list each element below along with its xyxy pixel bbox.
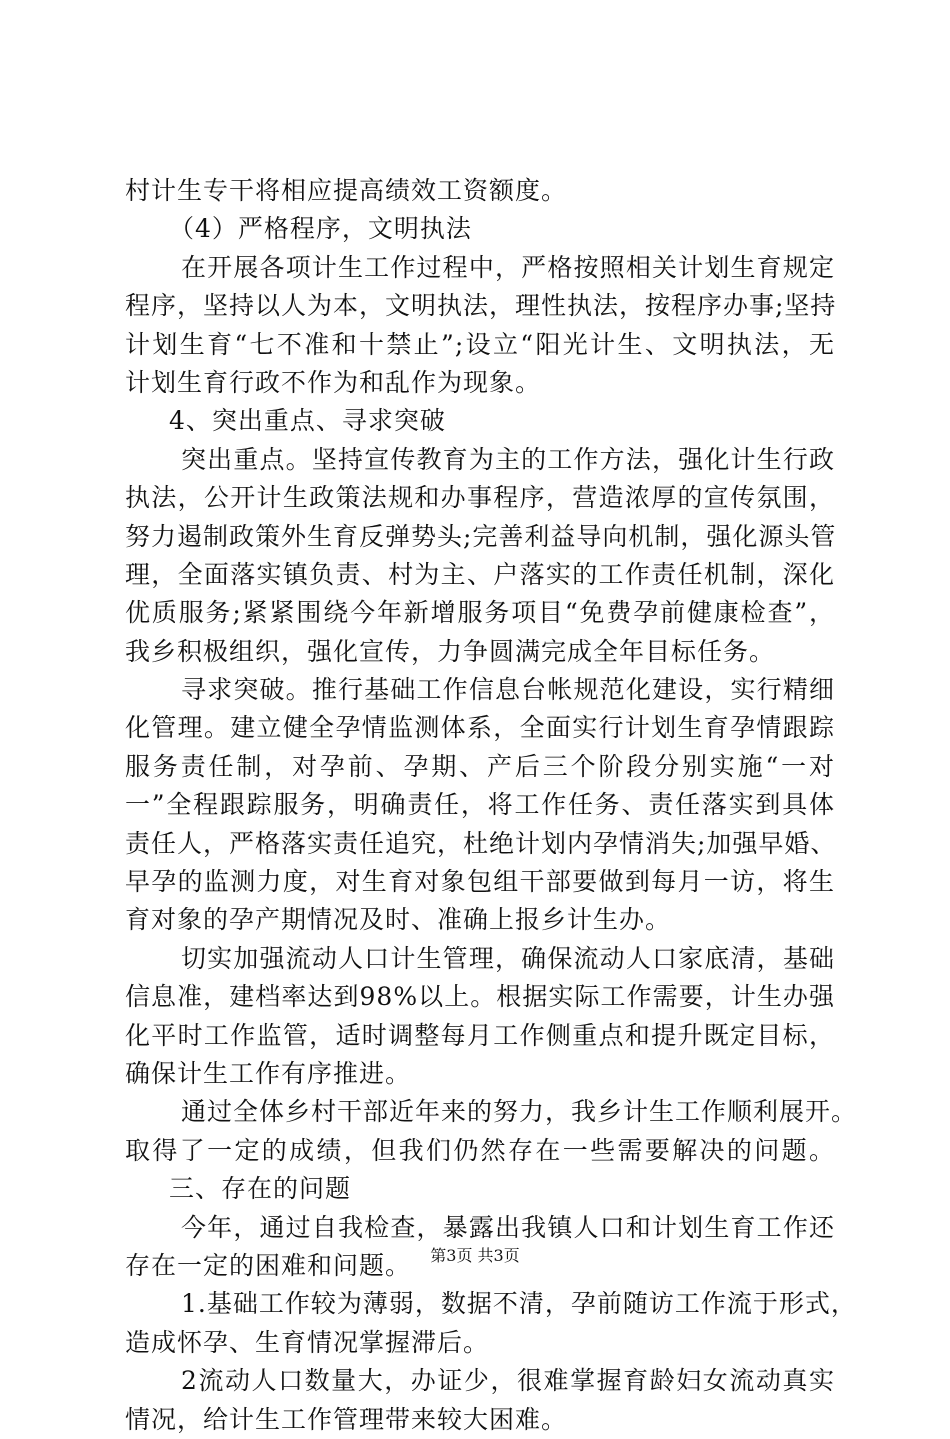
text-line: 村计生专干将相应提高绩效工资额度。: [125, 176, 568, 205]
text-line: 造成怀孕、生育情况掌握滞后。: [125, 1327, 490, 1357]
text-line: 在开展各项计生工作过程中，严格按照相关计划生育规定: [181, 252, 835, 282]
text-line: 突出重点。坚持宣传教育为主的工作方法，强化计生行政: [181, 444, 835, 474]
text-line: 2流动人口数量大，办证少，很难掌握育龄妇女流动真实: [181, 1366, 835, 1396]
text-line: 责任人，严格落实责任追究，杜绝计划内孕情消失;加强早婚、: [125, 828, 837, 858]
text-line: 1.基础工作较为薄弱，数据不清，孕前随访工作流于形式，: [181, 1289, 857, 1319]
text-line: 理，全面落实镇负责、村为主、户落实的工作责任机制，深化: [125, 559, 835, 589]
text-line: 育对象的孕产期情况及时、准确上报乡计生办。: [125, 905, 672, 935]
section-heading: （4）严格程序，文明执法: [169, 214, 472, 244]
text-line: 我乡积极组织，强化宣传，力争圆满完成全年目标任务。: [125, 636, 776, 666]
text-line: 计划生育“七不准和十禁止”;设立“阳光计生、文明执法，无: [125, 329, 835, 359]
text-line: 存在一定的困难和问题。: [125, 1250, 412, 1280]
section-heading: 三、存在的问题: [169, 1174, 352, 1204]
text-line: 取得了一定的成绩，但我们仍然存在一些需要解决的问题。: [125, 1135, 835, 1165]
section-heading: 4、突出重点、寻求突破: [169, 406, 446, 436]
text-line: 今年，通过自我检查，暴露出我镇人口和计划生育工作还: [181, 1212, 835, 1242]
text-line: 努力遏制政策外生育反弹势头;完善利益导向机制，强化源头管: [125, 521, 837, 551]
text-line: 切实加强流动人口计生管理，确保流动人口家底清，基础: [181, 943, 835, 973]
text-line: 化管理。建立健全孕情监测体系，全面实行计划生育孕情跟踪: [125, 713, 835, 743]
text-line: 执法，公开计生政策法规和办事程序，营造浓厚的宣传氛围，: [125, 483, 835, 513]
text-line: 计划生育行政不作为和乱作为现象。: [125, 367, 542, 397]
text-line: 程序，坚持以人为本，文明执法，理性执法，按程序办事;坚持: [125, 291, 837, 321]
text-line: 情况，给计生工作管理带来较大困难。: [125, 1404, 568, 1434]
text-line: 一”全程跟踪服务，明确责任，将工作任务、责任落实到具体: [125, 790, 835, 820]
page-number-footer: 第3页 共3页: [430, 1246, 520, 1265]
text-line: 信息准，建档率达到98%以上。根据实际工作需要，计生办强: [125, 982, 835, 1012]
text-line: 服务责任制，对孕前、孕期、产后三个阶段分别实施“一对: [125, 751, 835, 781]
text-line: 确保计生工作有序推进。: [125, 1058, 412, 1088]
text-line: 化平时工作监管，适时调整每月工作侧重点和提升既定目标，: [125, 1020, 835, 1050]
text-line: 优质服务;紧紧围绕今年新增服务项目“免费孕前健康检查”，: [125, 598, 835, 628]
text-line: 通过全体乡村干部近年来的努力，我乡计生工作顺利展开。: [181, 1097, 858, 1127]
text-line: 寻求突破。推行基础工作信息台帐规范化建设，实行精细: [181, 675, 835, 705]
text-line: 早孕的监测力度，对生育对象包组干部要做到每月一访，将生: [125, 867, 835, 897]
